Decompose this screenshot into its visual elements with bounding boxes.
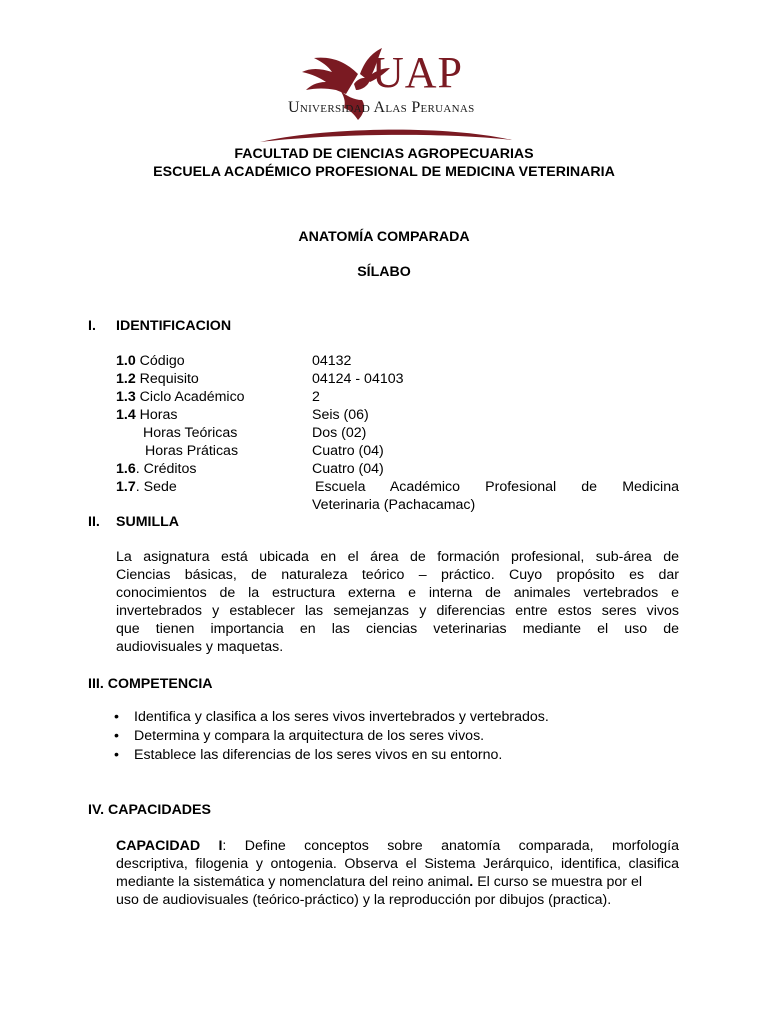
course-title: ANATOMÍA COMPARADA (298, 229, 470, 245)
section-1-number: I. (88, 318, 96, 334)
capacidad-1-line-3: mediante la sistemática y nomenclatura del reino animal. El curso se muestra por el (116, 874, 642, 890)
sumilla-line-5: que tienen importancia en las ciencias veterinarias mediante el uso de (116, 621, 679, 637)
id-row-sede: 1.7. Sede (116, 479, 177, 495)
section-2-title: SUMILLA (116, 514, 180, 530)
bullet-icon: • (114, 709, 119, 725)
id-value-ciclo: 2 (312, 389, 320, 405)
capacidad-1-line-1: CAPACIDAD I: Define conceptos sobre anatomía comparada, morfología (116, 838, 679, 854)
id-value-horas-practicas: Cuatro (04) (312, 443, 384, 459)
bullet-icon: • (114, 747, 119, 763)
section-3-title: III. COMPETENCIA (88, 676, 213, 692)
sumilla-line-6: audiovisuales y maquetas. (116, 639, 284, 655)
id-row-horas: 1.4 Horas (116, 407, 178, 423)
id-row-horas-practicas: Horas Práticas (145, 443, 239, 459)
id-row-horas-teoricas: Horas Teóricas (143, 425, 238, 441)
list-item: • Identifica y clasifica a los seres vivos invertebrados y vertebrados. (114, 709, 549, 725)
logo-uap-text: UAP (372, 48, 464, 97)
section-1-title: IDENTIFICACION (116, 318, 232, 334)
id-row-ciclo: 1.3 Ciclo Académico (116, 389, 245, 405)
id-row-requisito: 1.2 Requisito (116, 371, 199, 387)
id-value-horas: Seis (06) (312, 407, 369, 423)
id-row-creditos: 1.6. Créditos (116, 461, 197, 477)
id-row-codigo: 1.0 Código (116, 353, 185, 369)
capacidad-1-line-4: uso de audiovisuales (teórico-práctico) y la reproducción por dibujos (practica). (116, 892, 612, 908)
list-item: • Establece las diferencias de los seres vivos en su entorno. (114, 747, 503, 763)
list-item: • Determina y compara la arquitectura de los seres vivos. (114, 728, 485, 744)
logo-swoosh (260, 130, 512, 142)
faculty-title: FACULTAD DE CIENCIAS AGROPECUARIAS (234, 146, 534, 162)
sumilla-line-3: conocimientos de la estructura externa e interna de animales vertebrados e (116, 585, 679, 601)
logo-university-name: Universidad Alas Peruanas (288, 99, 475, 116)
section-2-number: II. (88, 514, 100, 530)
id-value-creditos: Cuatro (04) (312, 461, 384, 477)
school-title: ESCUELA ACADÉMICO PROFESIONAL DE MEDICINA VETERINARIA (153, 164, 615, 180)
bullet-icon: • (114, 728, 119, 744)
competencia-list (112, 708, 692, 765)
document-type: SÍLABO (357, 264, 411, 280)
id-value-sede-line2: Veterinaria (Pachacamac) (312, 497, 476, 513)
sumilla-line-1: La asignatura está ubicada en el área de formación profesional, sub-área de (116, 549, 679, 565)
capacidad-1-line-2: descriptiva, filogenia y ontogenia. Observa el Sistema Jerárquico, identifica, clasifica (116, 856, 679, 872)
sumilla-line-4: invertebrados y establecer las semejanzas y diferencias entre estos seres vivos (116, 603, 679, 619)
sumilla-line-2: Ciencias básicas, de naturaleza teórico – práctico. Cuyo propósito es dar (116, 567, 679, 583)
id-value-requisito: 04124 - 04103 (312, 371, 404, 387)
id-value-codigo: 04132 (312, 353, 352, 369)
id-value-sede-line1: Escuela Académico Profesional de Medicina (315, 479, 679, 495)
id-value-horas-teoricas: Dos (02) (312, 425, 367, 441)
section-4-title: IV. CAPACIDADES (88, 802, 211, 818)
